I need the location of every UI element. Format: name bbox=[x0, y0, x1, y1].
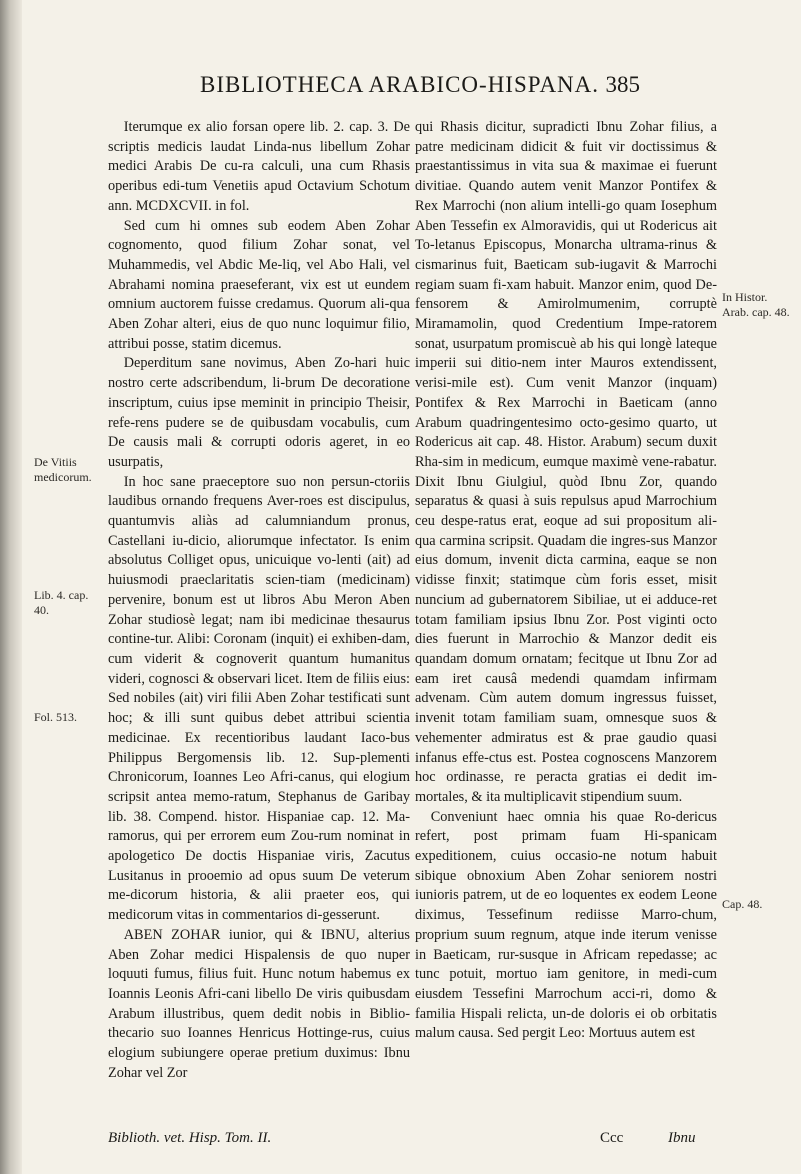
margin-note: Cap. 48. bbox=[722, 897, 763, 911]
paragraph: Deperditum sane novimus, Aben Zo-hari huic nostro certe adscribendum, li-brum De decoratione inscriptum, cuius ipse meminit in principio Theisir, refe-rens pudere se de quibusdam vocabulis, cum De causis mali & corrupti odoris ageret, in eo usurpatis, bbox=[108, 355, 410, 470]
page-footer bbox=[108, 1130, 718, 1154]
page-binding-shadow bbox=[0, 0, 22, 1174]
margin-note: Lib. 4. cap. 40. bbox=[34, 588, 89, 617]
paragraph: Conveniunt haec omnia his quae Ro-dericus refert, post primam fuam Hi-spanicam expeditionem, cuius occasio-ne notum habuit sibique obnoxium Aben Zohar seniorem nostri iunioris patrem, ut de eo loquentes ex eodem Leone diximus, Tessefinum rediisse Marro-chum, proprium suum regnum, atque inde iterum venisse in Baeticam, rur-susque in Africam repedasse; ac tunc potuit, mortuo iam genitore, in medi-cum eiusdem Tessefini Marrochum acci-ri, domo & familia Hispali relicta, un-de doloris ei ob orbitatis malum causa. Sed pergit Leo: Mortuus autem est bbox=[415, 808, 717, 1042]
paragraph: qui Rhasis dicitur, supradicti Ibnu Zohar filius, a patre medicinam didicit & fuit vir doctissimus & praestantissimus in vita sua & maximae ei fuerunt divitiae. Quando autem venit Manzor Pontifex & Rex Marrochi (non alium intelli-go quam Iosephum Aben Tessefin ex Almoravidis, qui ut Rodericus ait To-letanus Episcopus, Monarcha ultrama-rinus & cismarinus fuit, Baeticam sub-iugavit & Marrochi regiam suam fi-xam habuit. Manzor enim, quod De-fensorem & Amirolmumenim, corruptè Miramamolin, quod Credentium Impe-ratorem sonat, usurpatum promiscuè ab his qui longè lateque imperii sui ditio-nem inter Mauros extendissent, verisi-mile est). Cum venit Manzor (inquam) Pontifex & Rex Marrochi in Baeticam (anno Arabum quadringentesimo octo-gesimo quarto, ut Rodericus ait cap. 48. Histor. Arabum) secum duxit Rha-sim in medicum, eumque maximè vene-rabatur. Dixit Ibnu Giulgiul, quòd Ibnu Zor, quando separatus & quasi à suis repulsus apud Marrochium ceu despe-ratus erat, eoque ad sui propositum ali-qua carmina scripsit. Quadam die ingres-sus Manzor eius domum, invenit dicta carmina, eaque se non vidisse finxit; statimque cùm foris esset, misit nuncium ad gubernatorem Sibiliae, ut ei adduce-ret totam familiam ipsius Ibnu Zor. Post viginti octo dies fuerunt in Marrochio & Manzor dedit eis quandam domum ornatam; fecitque ut Ibnu Zor ad eam iret causâ medendi quamdam infirmam advenam. Cùm autem domum ingressus fuisset, invenit totam familiam suam, omnesque suos & vehementer admiratus est & prae gaudio quasi infanus effe-ctus est. Postea cognoscens Manzorem hoc ordinasse, re peracta gratias ei dedit im-mortales, & ita multiplicavit stipendium suum. bbox=[415, 119, 717, 805]
running-title: BIBLIOTHECA ARABICO-HISPANA. bbox=[200, 72, 600, 97]
paragraph: Sed cum hi omnes sub eodem Aben Zohar cognomento, quod filium Zohar sonat, vel Muhammedis, vel Abdic Me-liq, vel Abo Hali, vel Abrahami nomina praeseferant, vix est ut eundem omnium auctorem fuisse credamus. Quorum ali-qua Aben Zohar alteri, eius de quo nunc loquimur filio, attribui posse, statim dicemus. bbox=[108, 217, 410, 352]
signature-line: Biblioth. vet. Hisp. Tom. II. bbox=[108, 1130, 272, 1146]
catchword: Ibnu bbox=[668, 1130, 696, 1146]
signature-mark: Ccc bbox=[600, 1130, 624, 1146]
page-number: 385 bbox=[605, 72, 640, 97]
paragraph: In hoc sane praeceptore suo non persun-ctoriis laudibus ornando frequens Aver-roes est discipulus, quantumvis aliàs ad calumniandum pronus, Castellani iu-dicio, aliorumque infectator. Is enim absolutus Colliget opus, unicuique vo-lenti (ait) ad huiusmodi praeclaritatis scien-tiam (medicinam) pervenire, bonum est ut libros Abu Meron Aben Zohar studiosè legat; nam ibi medicinae thesaurus contine-tur. Alibi: Coronam (inquit) ei exhiben-dam, cum viderit & cognoverit quantum humanitus videri, cognosci & observari licet. Item de filiis eius: Sed nobiles (ait) viri filii Aben Zohar testificati sunt hoc; & illi sunt quibus debet attribui scientia medicinae. Ex recentioribus laudant Iaco-bus Philippus Bergomensis lib. 12. Sup-plementi Chronicorum, Ioannes Leo Afri-canus, qui elogium scripsit antea memo-ratum, Stephanus de Garibay lib. 38. Compend. histor. Hispaniae cap. 12. Ma-ramorus, qui per errorem eum Zou-rum nominat in apologetico De doctis Hispaniae viris, Zacutus Lusitanus in prooemio ad opus suum De veterum me-dicorum historia, & alii praeter eos, qui medicorum vitas in commentarios di-gesserunt. bbox=[108, 473, 410, 924]
margin-note: De Vitiis medicorum. bbox=[34, 455, 92, 484]
paragraph: Iterumque ex alio forsan opere lib. 2. cap. 3. De scriptis medicis laudat Linda-nus libellum Zohar medici Arabis De cu-ra calculi, una cum Rhasis operibus edi-tum Venetiis apud Octavium Schotum ann. MCDXCVII. in fol. bbox=[108, 119, 410, 214]
paragraph: ABEN ZOHAR iunior, qui & IBNU, alterius Aben Zohar medici Hispalensis de quo nuper loquuti fumus, filius fuit. Hunc notum habemus ex Ioannis Leonis Afri-cani libello De viris quibusdam Arabum illustribus, quem dedit nobis in Biblio-thecario suo Ioannes Henricus Hottinge-rus, cuius elogium subiungere operae pretium duximus: Ibnu Zohar vel Zor bbox=[108, 926, 410, 1081]
margin-note: Fol. 513. bbox=[34, 710, 78, 724]
margin-note: In Histor. Arab. cap. 48. bbox=[722, 290, 790, 319]
left-column bbox=[108, 118, 410, 1083]
page-header bbox=[200, 72, 640, 106]
right-column bbox=[415, 118, 717, 1044]
